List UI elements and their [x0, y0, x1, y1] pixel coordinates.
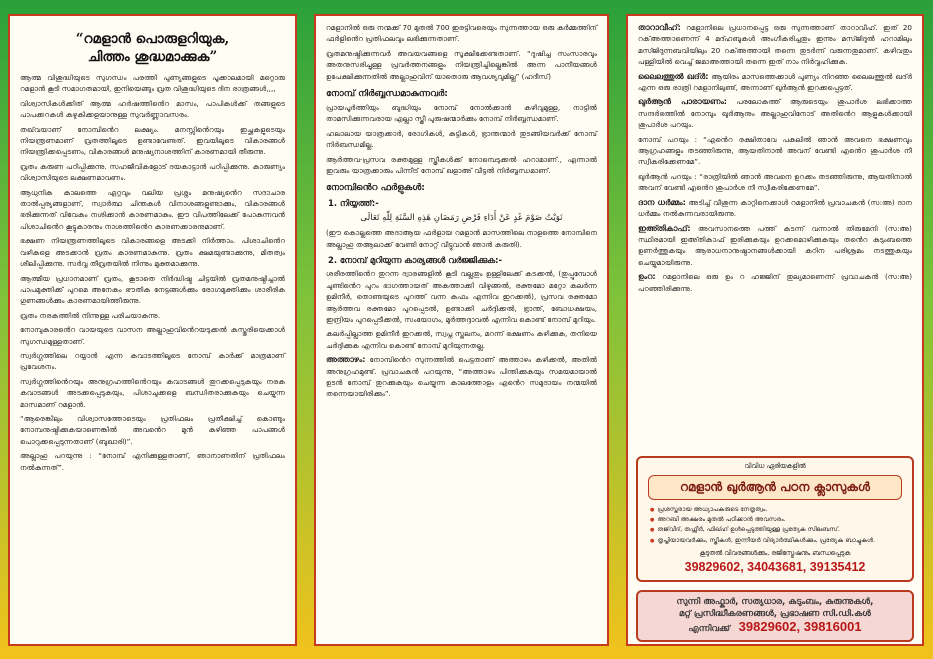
sunnah-item-text: അവസാനത്തെ പത്ത് കടന്ന് വന്നാൽ തിരുമേനി (സ:അ) സ്ഥിരമായി ഇഅ്തികാഫ് ഇരിക്കുകയും ഉറക്കമൊഴിക്കുകയും തൻെറ കുടുംബത്തെ ഉണർത്തുകയും ആരാധനാനുഷ്ഠാനങ്ങൾക്കായി കഠിന പരിശ്രമം നടത്തുകയും ചെയ്യുമായിരുന്നു.: [638, 223, 912, 267]
class-register-note: കൂടുതൽ വിവരങ്ങൾക്കും, രജിസ്ട്രേഷനും ബന്ധപ്പെടുക: [699, 548, 851, 557]
sunnah-item: [628, 271, 922, 294]
class-feature-item: ● പ്രശസ്തരായ അധ്യാപകരുടെ നേതൃത്വം.: [650, 505, 900, 515]
body-paragraph: ആധുനിക കാലത്തെ ഏറ്റവും വലിയ പ്രശ്നം മനുഷ്യൻെറ സദാചാര താൽപ്പര്യങ്ങളാണ്, സ്വാർത്ഥ ചിന്തകൾ വിനാശങ്ങളുണ്ടാക്കും, വികാരങ്ങൾ ഭരിക്കുന്നത് വിവേകം നശിക്കാൻ കാരണമാകും. ഈ വിപത്തിലേക്ക് പോകുന്നവൻ പിശാചിൻെറ കൂട്ടുകാരനും നാശത്തിൻെറ കാരണക്കാരനുമാണ്.: [20, 187, 285, 231]
body-paragraph: സ്വർഗ്ഗത്തിൻെറയും അനുഗ്രഹത്തിൻെറയും കവാടങ്ങൾ തുറക്കപ്പെടുകയും നരക കവാടങ്ങൾ അടക്കപ്പെടുകയും, പിശാചുക്കളെ ബന്ധിതരാക്കുകയും ചെയ്യുന്ന മാസമാണ് റമളാൻ.: [20, 376, 285, 409]
page-title: [14, 30, 291, 66]
title-line-2: ചിത്തം ശുദ്ധമാക്കുക”: [87, 49, 218, 65]
body-paragraph: സ്വർഗ്ഗത്തിലെ റയ്യാൻ എന്ന കവാടത്തിലൂടെ നോമ്പ് കാർക്ക് മാത്രമാണ് പ്രവേശനം.: [20, 350, 285, 372]
intro-paragraphs: [10, 72, 295, 473]
publications-line-1: സുന്നി അഫ്കാർ, സത്യധാര, കുടുംബം, കുരുന്നുകൾ,: [676, 597, 874, 607]
sunnah-item-lead: ഖുർആൻ പാരായണം:: [638, 97, 727, 107]
body-paragraph: വ്രതം നരകത്തിൽ നിന്നുള്ള പരിചയാകുന്നു.: [20, 310, 161, 320]
class-feature-item: ● അറബി അക്ഷരം മുതൽ പഠിക്കാൻ അവസരം.: [650, 515, 900, 525]
fard-heading: നോമ്പിൻെറ ഫർളുകൾ:: [326, 183, 425, 194]
sunnah-item: [628, 22, 922, 68]
publications-box: [636, 590, 914, 642]
sunnah-item-text: റമളാനിലെ ഒരു ഉം റ ഹജ്ജിന് തുല്യമാണെന്ന് പ്രവാചകൻ (സ:അ) പഠഞ്ഞിരിക്കുന്നു.: [638, 272, 912, 293]
sunnah-item-text: റമളാനിലെ പ്രധാനപ്പെട്ട ഒരു സുന്നത്താണ് താറാവീഹ്. ഇത് 20 റക്അത്താണെന്ന് 4 മദ്ഹബുകൾ അംഗീകരിച്ചതും ഇന്നും മസ്ജിദുൽ ഹറാമിലും മസ്ജിദുന്നബവിയിലും 20 റക്അത്തായി തന്നെ തുടർന്ന് വരുന്നതുമാണ്. കഴിവതും പള്ളിയിൽ വെച്ച് ജമാഅത്തായി തന്നെ ഇത് നാം നിർവ്വഹിക്കുക.: [638, 23, 912, 67]
sunnah-item: [628, 223, 922, 269]
body-paragraph: ആത്മീയ പ്രധാനമാണ് വ്രതം, കൂടാതെ നിർദ്ധിഷ്ട ചിട്ടയിൽ വ്രതമനുഷ്ഠിച്ചാൽ പാപമുക്തിക്ക് പുറമെ അനേകം ഭൗതിക നേട്ടങ്ങൾക്കും രോഗമുക്തിക്കും ശാരീരിക ഗുണങ്ങൾക്കും കാരണമായിത്തീരുന്നു.: [20, 273, 285, 306]
body-paragraph: വ്രതം കരുണ പഠിപ്പിക്കുന്നു. സഹജീവികളോട് ദയകാട്ടാൻ പഠിപ്പിക്കുന്നു. കാരുണ്യം വിശ്വാസിയുടെ ലക്ഷണമാവണം.: [20, 161, 285, 183]
sunnah-item-lead: ഉംറ:: [638, 272, 656, 282]
sunnah-item-text: പരലോകത്ത് ആരുടെയും ശുപാർശ ലഭിക്കാത്ത സന്ദർഭത്തിൽ നോമ്പും ഖുർആനും അല്ലാഹുവിനോട് അതിൻെറ ആളുകൾക്കായി ശുപാർശ പറയും.: [638, 97, 913, 130]
publications-label: എന്നിവക്ക്: [688, 624, 731, 634]
reward-paragraph: റമളാനിൽ ഒരു നന്മക്ക് 70 മുതൽ 700 ഇരട്ടിവരെയും സുന്നത്തായ ഒരു കർമ്മത്തിന് ഫർളിൻെറ പ്രതിഫലവും ലഭിക്കുന്നതാണ്.: [326, 23, 597, 44]
class-area-note: വിവിധ ഏരിയകളിൽ: [744, 462, 806, 470]
sunnah-item-text: അടിച്ച് വീശുന്ന കാറ്റിനെക്കാൾ റമളാനിൽ പ്രവാചകൻ (സ:അ) ദാന ധർമ്മം നൽകുന്നവരായിരുന്നു.: [638, 197, 912, 219]
quran-class-box: [636, 456, 914, 582]
sunnah-item-text: ഖുർആൻ പറയും : “രാത്രിയിൽ ഞാൻ അവനെ ഉറക്കം തടഞ്ഞിരുന്നു, ആയതിനാൽ അവന് വേണ്ടി എൻെറ ശുപാർശ നീ സ്വീകരിക്കേണമേ”.: [638, 171, 912, 193]
body-paragraph: വിശ്വാസികൾക്കിത് ആത്മ ഹർഷത്തിൻെറ മാസം, പാപികൾക്ക് തങ്ങളുടെ പാപക്കറകൾ കഴുകിക്കളയാനുള്ള സുവർണ്ണാവസരം.: [20, 98, 285, 120]
publications-phone-numbers: 39829602, 39816001: [738, 619, 862, 634]
sunnah-items: [628, 22, 922, 294]
sunnah-item-lead: ലൈലത്തുൽ ഖദ്ർ:: [638, 71, 709, 81]
wajib-heading: നോമ്പ് നിർബ്ബന്ധമാകുന്നവർ:: [326, 89, 448, 100]
avoid-heading: 2. നോമ്പ് മുറിയുന്ന കാര്യങ്ങൾ വർജ്ജിക്കുക:-: [328, 255, 502, 266]
class-feature-item: ● തജ്‌വീദ്, തഫ്സീർ, ഫിഖ്ഹ് ഉൾപ്പെടുത്തിയുള്ള പ്രത്യേക സിലബസ്.: [650, 525, 900, 535]
title-line-1: “റമളാൻ പൊരുളറിയുക,: [75, 31, 230, 47]
publications-line-2: മറ്റ് പ്രസിദ്ധീകരണങ്ങൾ, പ്രഭാഷണ സി.ഡി.കൾ: [679, 609, 871, 619]
sunnah-item: [628, 71, 922, 94]
menstruation-paragraph: ആർത്തവ-പ്രസവ രക്തമുള്ള സ്ത്രീകൾക്ക് നോമ്പെടുക്കൽ ഹറാമാണ്., എന്നാൽ ഇവരും യാത്രക്കാരും പിന്നീട് നോമ്പ് ഖളാ‌അ് വീട്ടൽ നിർബ്ബന്ധമാണ്.: [326, 154, 597, 176]
panel-left: [8, 14, 297, 646]
sunnah-item: [628, 171, 922, 194]
sunnah-item-lead: ദാന ധർമ്മം:: [638, 197, 686, 207]
non-invalidators-paragraph: കലർപ്പില്ലാത്ത ഉമിനീർ ഇറക്കൽ, സ്വപ്ന സ്ഖലനം, മറന്ന് ഭക്ഷണം കഴിക്കുക, തനിയെ ചർദ്ദിക്കുക എന്നിവ കൊണ്ട് നോമ്പ് മുറിയുന്നതല്ല.: [326, 329, 597, 350]
athazh-paragraph: [316, 354, 607, 400]
class-features-list: [638, 503, 912, 548]
sunnah-item-text: നോമ്പ് പറയും : “എൻെറ രക്ഷിതാവേ പകലിൽ ഞാൻ അവനെ ഭക്ഷണവും ആഗ്രഹങ്ങളും തടഞ്ഞിരുന്നു, ആയതിനാൽ അവന് വേണ്ടി എൻെറ ശുപാർശ നീ സ്വീകരിക്കേണമേ”.: [638, 134, 912, 167]
sunnah-item: [628, 197, 922, 220]
exempt-paragraph: ഹലാലായ യാത്രക്കാർ, രോഗികൾ, കുട്ടികൾ, ഭ്രാന്തന്മാർ തുടങ്ങിയവർക്ക് നോമ്പ് നിർബന്ധമില്ല.: [326, 128, 597, 150]
body-paragraph: ഭക്ഷണ നിയന്ത്രണത്തിലൂടെ വികാരങ്ങളെ അടക്കി നിർത്താം. പിശാചിൻെറ വഴികളെ അടക്കാൻ വ്രതം കാരണമാകുന്നു. വ്രതം ക്ഷമയുണ്ടാക്കുന്നു, മിതത്വം ശീലിപ്പിക്കുന്നു. സർവ്വ തീവ്രതയിൽ നിന്നും മുക്തമാക്കുന്നു.: [20, 236, 285, 269]
niyyah-heading: 1. നിയ്യത്ത്:-: [328, 198, 379, 209]
class-feature-item: ● തൃപ്തിയായവർക്കും, സ്ത്രീകൾ, ഇന്നീയർ വിദ്യാർത്ഥികൾക്കും, പ്രത്യേക ബാച്ചുകൾ.: [650, 536, 900, 546]
organs-paragraph: വ്രതമനുഷ്ഠിക്കുന്നവർ അവയവങ്ങളെ സൂക്ഷിക്കേണ്ടതാണ്. “ദുഷിച്ച സംസാരവും അതനുസരിച്ചുള്ള പ്രവർത്തനങ്ങളും നിയന്ത്രിച്ചില്ലെങ്കിൽ അന്ന പാനീയങ്ങൾ ഉപേക്ഷിക്കുന്നതിൽ അല്ലാഹുവിന് യാതൊരു ആവശ്യവുമില്ല” (ഹദീസ്): [326, 48, 597, 81]
athazh-lead: അത്താഴം:: [326, 355, 366, 365]
body-paragraph: “ആരെങ്കിലും വിശ്വാസത്തോടെയും പ്രതിഫലം പ്രതീക്ഷിച്ച് കൊണ്ടും നോമ്പനുഷ്ഠിക്കുകയാണെങ്കിൽ അവൻെറ മുൻ കഴിഞ്ഞ പാപങ്ങൾ പൊറുക്കപ്പെടുന്നതാണ് (ബുഖാരി)”.: [20, 413, 285, 446]
panel-middle: [314, 14, 609, 646]
invalidators-paragraph: ശരീരത്തിൻെറ തുറന്ന ദ്വാരങ്ങളിൽ കൂടി വല്ലതും ഉള്ളിലേക്ക് കടക്കൽ, (തുപ്പുമ്പോൾ ചുണ്ടിൻെറ പുറം ഭാഗത്തായത് അകത്താക്കി വിഴുങ്ങൽ, രക്തമോ മറ്റോ കലർന്ന ഉമിനീർ, തൊണ്ടയുടെ പുറത്ത് വന്ന കഫം എന്നിവ ഇറക്കൽ), പ്രസവ രക്തമോ ആർത്തവ രക്തമോ പുറപ്പെടൽ, ഉണ്ടാക്കി ചർദ്ദിക്കൽ, ഭ്രാന്ത്, ബോധക്ഷയം, ഇന്ദ്രിയം പുറപ്പെടീക്കൽ, സംയോഗം, മുർത്തദ്ദാവൽ എന്നിവ കൊണ്ട് നോമ്പ് മുറിയും.: [326, 269, 597, 324]
body-paragraph: തഖ്‌വയാണ് നോമ്പിൻെറ ലക്ഷ്യം. മനസ്സിൻെറയും ഇച്ഛകളുടെയും നിയന്ത്രണമാണ് വ്രതത്തിലൂടെ ഉണ്ടാവേണ്ടത്. ഇവയിലൂടെ വികാരങ്ങൾ നിയന്ത്രിക്കപ്പെടണം, വികാരങ്ങൾ മനുഷ്യനാശത്തിന് കാരണമായി തീരുന്നു.: [20, 124, 285, 157]
body-paragraph: ആത്മ വിശുദ്ധിയുടെ സുഗന്ധം പരത്തി പുണ്യങ്ങളുടെ പൂക്കാലമായി മറ്റൊരു റമളാൻ കൂടി സമാഗതമായി, ഇനിയെങ്ങും വ്രത വിശുദ്ധിയുടെ ദിന രാത്രങ്ങൾ,,,,: [20, 73, 285, 94]
sunnah-item-text: ആയിരം മാസത്തെക്കാൾ പുണ്യം നിറഞ്ഞ ലൈലത്തുൽ ഖദ്ർ എന്ന ഒരു രാത്രി റമളാനിലുണ്ട്, അന്നാണ് ഖുർആൻ ഇറക്കപ്പെട്ടത്.: [638, 71, 912, 93]
class-title: റമളാൻ ഖുർആൻ പഠന ക്ലാസുകൾ: [648, 475, 902, 500]
wajib-paragraph: പ്രായപൂർത്തിയും ബുദ്ധിയും നോമ്പ് നോൽക്കാൻ കഴിവുമുള്ള, നാട്ടിൽ താമസിക്കുന്നവരായ എല്ലാ സ്ത്രീ പുരുഷന്മാർക്കും നോമ്പ് നിർബ്ബന്ധമാണ്.: [326, 103, 597, 124]
sunnah-item-lead: താറാവീഹ്:: [638, 23, 681, 32]
publications-phone-row: [638, 619, 912, 634]
niyyah-arabic: نَوَيْتُ صَوْمَ غَدٍ عَنْ أَدَاءِ فَرْضِ رَمَضَانِ هَذِهِ السَّنَةِ لِلّٰهِ تَعَالَى: [360, 213, 563, 224]
panel-right: [626, 14, 924, 646]
athazh-text: നോമ്പിൻെറ സുന്നത്തിൽ പെട്ടതാണ് അത്താഴം കഴിക്കൽ, അതിൽ അനുഗ്രഹമുണ്ട്. പ്രവാചകൻ പറയുന്നു, “അത്താഴം പിന്തിക്കുകയും സമയമായാൽ ഉടൻ നോമ്പ് തുറക്കുകയും ചെയ്യുന്ന കാലത്തോളം എൻെറ സമുദായം നന്മയിൽ തന്നെയായിരിക്കും”.: [326, 355, 597, 399]
sunnah-item: [628, 134, 922, 168]
sunnah-item-lead: ഇഅ്തികാഫ്:: [638, 223, 691, 233]
class-phone-numbers: 39829602, 34043681, 39135412: [684, 559, 866, 574]
sunnah-item: [628, 96, 922, 130]
niyyah-meaning: (ഈ കൊല്ലത്തെ അദാആയ ഫർളായ റമളാൻ മാസത്തിലെ നാളത്തെ നോമ്പിനെ അല്ലാഹു തആലാക്ക് വേണ്ടി നോറ്റ് വീട്ടുവാൻ ഞാൻ കരുതി).: [326, 228, 597, 249]
body-paragraph: അല്ലാഹു പറയുന്നു : “നോമ്പ് എനിക്കുള്ളതാണ്, ഞാനാണതിന് പ്രതിഫലം നൽകുന്നത്”.: [20, 451, 285, 472]
body-paragraph: നോമ്പുകാരൻെറ വായയുടെ വാസന അല്ലാഹുവിൻെറയടുക്കൽ കസ്തൂരിയെക്കാൾ സുഗന്ധമുള്ളതാണ്.: [20, 325, 285, 346]
